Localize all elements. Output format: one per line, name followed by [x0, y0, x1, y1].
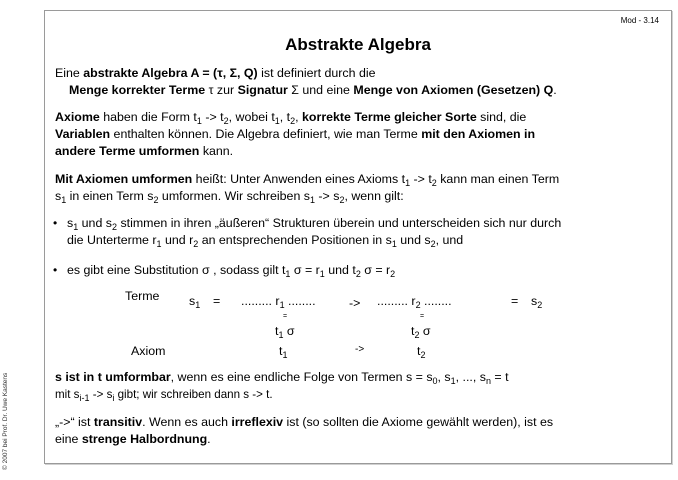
- umformen-line-1: Mit Axiomen umformen heißt: Unter Anwenden eines Axioms $t_1 -> t_2$ kann man einen Term: [55, 172, 560, 188]
- slide: [44, 10, 672, 464]
- diagram-axiom-label: Axiom: [131, 344, 166, 358]
- intro-line-2: Menge korrekter Terme τ zur Signatur Σ und eine Menge von Axiomen (Gesetzen) Q.: [69, 83, 557, 97]
- copyright-note: © 2007 bei Prof. Dr. Uwe Kastens: [2, 372, 9, 470]
- umformen-line-2: $s_1$ in einen Term $s_2$ umformen. Wir schreiben $s_1 -> s_2$, wenn gilt:: [55, 189, 404, 205]
- diagram-t1: $t_1$: [279, 344, 288, 360]
- diagram-eq-small-2: =: [420, 313, 425, 320]
- slide-number: Mod - 3.14: [620, 16, 659, 25]
- diagram-right-term: ......... $r_2$ ........: [377, 294, 452, 310]
- page-title: Abstrakte Algebra: [285, 35, 431, 54]
- bullet-2-line: es gibt eine Substitution σ , sodass gilt $t_1$ $\sigma = r_1$ und $t_2$ $\sigma = r_2$: [67, 263, 396, 279]
- axiome-line-1: Axiome haben die Form $t_1 -> t_2$, wobei $t_1$, $t_2$, korrekte Terme gleicher Sorte sind, die: [55, 110, 527, 126]
- bullet-1-line-1: $s_1$ und $s_2$ stimmen in ihren „äußeren“ Strukturen überein und unterscheiden sich nur durch: [67, 216, 562, 232]
- umformbar-line-2: mit $s_{i-1} -> s_i$ gibt; wir schreiben dann s -> t.: [55, 388, 273, 403]
- axiome-line-2: Variablen enthalten können. Die Algebra definiert, wie man Terme mit den Axiomen in: [55, 127, 536, 141]
- diagram-eq1: =: [213, 294, 221, 308]
- diagram-t2: $t_2$: [417, 344, 426, 360]
- diagram-eq-small-1: =: [283, 313, 288, 320]
- diagram-s2: $s_2$: [531, 294, 543, 310]
- diagram-left-term: ......... $r_1$ ........: [241, 294, 316, 310]
- diagram-eq2: =: [511, 294, 519, 308]
- transitiv-line-2: eine strenge Halbordnung.: [55, 432, 211, 446]
- axiome-line-3: andere Terme umformen kann.: [55, 144, 234, 158]
- bullet-1-symbol: •: [53, 216, 58, 230]
- transitiv-line-1: „->“ ist transitiv. Wenn es auch irreflexiv ist (so sollten die Axiome gewählt werden), ist es: [55, 415, 554, 429]
- diagram-arrow-2: ->: [355, 344, 365, 355]
- intro-line-1: Eine abstrakte Algebra A = (τ, Σ, Q) ist definiert durch die: [55, 66, 376, 80]
- diagram-t2-sigma: $t_2$ σ: [411, 324, 431, 340]
- diagram-arrow: ->: [349, 296, 361, 310]
- diagram-terme-label: Terme: [125, 289, 160, 303]
- diagram-t1-sigma: $t_1$ σ: [275, 324, 295, 340]
- diagram-s1: $s_1$: [189, 294, 201, 310]
- bullet-1-line-2: die Unterterme $r_1$ und $r_2$ an entsprechenden Positionen in $s_1$ und $s_2$, und: [67, 233, 464, 249]
- bullet-2-symbol: •: [53, 263, 58, 277]
- umformbar-line-1: s ist in t umformbar, wenn es eine endliche Folge von Termen $s = s_0$, $s_1$, ..., $s_n = t$: [55, 370, 509, 386]
